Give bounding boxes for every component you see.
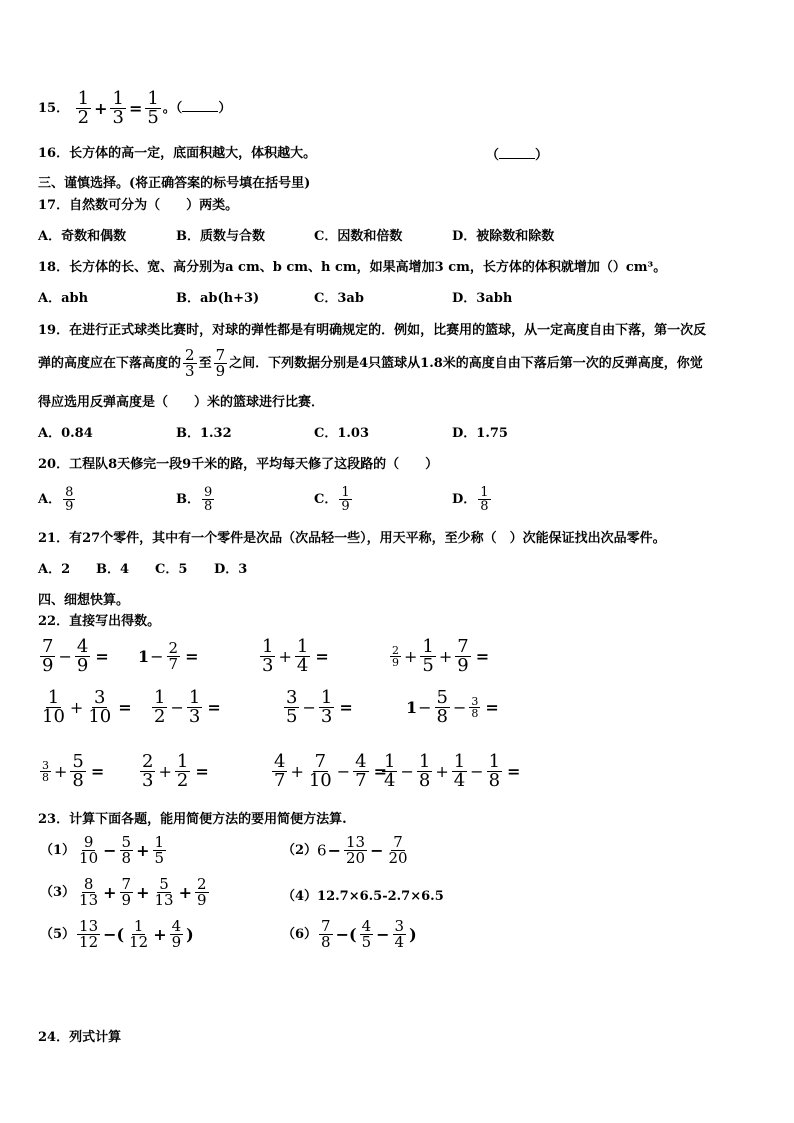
q16-text: 16．长方体的高一定，底面积越大，体积越大。 <box>38 146 317 161</box>
question-19-line-3: 得应选用反弹高度是（ ）米的篮球进行比赛． <box>38 395 325 410</box>
q19-option-c[interactable]: C．1.03 <box>314 426 370 441</box>
q18-option-c[interactable]: C．3ab <box>314 291 364 306</box>
answer-blank[interactable] <box>499 146 535 159</box>
q18-option-a[interactable]: A．abh <box>38 291 89 306</box>
question-20: 20．工程队8天修完一段9千米的路，平均每天修了这段路的（ ） <box>38 457 439 472</box>
q22-item-11: $\frac{4}{7}$ + $\frac{7}{10}$ − $\frac{4}{7}$ = <box>274 751 388 791</box>
q21-option-a[interactable]: A．2 <box>38 562 71 577</box>
question-15: 15． $\frac{1}{2}$ + $\frac{1}{3}$ = $\frac{1}{5}$ 。（ ） <box>38 88 232 128</box>
q20-option-a[interactable]: A． $\frac{8}{9}$ <box>38 485 74 514</box>
q22-item-2: 1− $\frac{2}{7}$ = <box>138 639 199 673</box>
q22-item-12: $\frac{1}{4}$ − $\frac{1}{8}$ + $\frac{1}{4}$ − $\frac{1}{8}$ = <box>384 751 521 791</box>
question-19-line-2: 弹的高度应在下落高度的 $\frac{2}{3}$ 至 $\frac{7}{9}$ 之间．下列数据分别是4只篮球从1.8米的高度自由下落后第一次的反弹高度，你觉 <box>38 346 703 380</box>
q22-item-1: $\frac{7}{9}$ − $\frac{4}{9}$ = <box>42 636 109 676</box>
fraction: $\frac{1}{3}$ <box>112 88 124 128</box>
q21-option-c[interactable]: C．5 <box>155 562 188 577</box>
question-17: 17．自然数可分为（ ）两类。 <box>38 198 239 213</box>
q22-item-3: $\frac{1}{3}$ + $\frac{1}{4}$ = <box>262 636 329 676</box>
question-22-title: 22．直接写出得数。 <box>38 614 161 629</box>
q21-option-b[interactable]: B．4 <box>96 562 130 577</box>
q20-option-b[interactable]: B． $\frac{9}{8}$ <box>176 485 213 514</box>
fraction: $\frac{1}{5}$ <box>147 88 159 128</box>
q17-option-a[interactable]: A．奇数和偶数 <box>38 229 127 244</box>
question-18: 18．长方体的长、宽、高分别为a cm、b cm、h cm，如果高增加3 cm，长方体的体积就增加（）cm³。 <box>38 260 667 275</box>
section-4-heading: 四、细想快算。 <box>38 593 130 608</box>
q19-option-b[interactable]: B．1.32 <box>176 426 232 441</box>
q15-number: 15． <box>38 101 70 116</box>
q19-option-a[interactable]: A．0.84 <box>38 426 93 441</box>
q20-option-d[interactable]: D． $\frac{1}{8}$ <box>452 485 489 514</box>
q19-option-d[interactable]: D．1.75 <box>452 426 508 441</box>
fraction: $\frac{7}{9}$ <box>215 346 226 380</box>
q23-part-3: （3） $\frac{8}{13}$ + $\frac{7}{9}$ + $\frac{5}{13}$ + $\frac{2}{9}$ <box>40 875 207 909</box>
q23-part-1: （1） $\frac{9}{10}$ − $\frac{5}{8}$ + $\frac{1}{5}$ <box>40 833 165 867</box>
question-16 <box>38 146 316 162</box>
q22-item-10: $\frac{2}{3}$ + $\frac{1}{2}$ = <box>142 751 209 791</box>
q17-option-d[interactable]: D．被除数和除数 <box>452 229 555 244</box>
q16-answer-bracket: （ ） <box>486 148 549 163</box>
q18-option-b[interactable]: B．ab(h+3) <box>176 291 260 306</box>
q23-part-5: （5） $\frac{13}{12}$ −( $\frac{1}{12}$ + $\frac{4}{9}$ ) <box>40 917 194 951</box>
q20-option-c[interactable]: C． $\frac{1}{9}$ <box>314 485 350 514</box>
question-19-line-1: 19．在进行正式球类比赛时，对球的弹性都是有明确规定的．例如，比赛用的篮球，从一定高度自由下落，第一次反 <box>38 323 707 338</box>
q22-item-8: 1− $\frac{5}{8}$ − $\frac{3}{8}$ = <box>406 687 499 727</box>
answer-blank[interactable] <box>182 99 218 112</box>
q22-item-9: $\frac{3}{8}$ + $\frac{5}{8}$ = <box>42 751 105 791</box>
question-21: 21．有27个零件，其中有一个零件是次品（次品轻一些），用天平称，至少称（ ）次能保证找出次品零件。 <box>38 531 666 546</box>
question-23-title: 23．计算下面各题，能用简便方法的要用简便方法算. <box>38 812 347 827</box>
q23-part-2: （2）6− $\frac{13}{20}$ − $\frac{7}{20}$ <box>282 833 408 867</box>
q22-item-7: $\frac{3}{5}$ − $\frac{1}{3}$ = <box>286 687 353 727</box>
question-24: 24．列式计算 <box>38 1030 122 1045</box>
q23-part-6: （6） $\frac{7}{8}$ −( $\frac{4}{5}$ − $\frac{3}{4}$ ) <box>282 917 417 951</box>
q22-item-5: $\frac{1}{10}$ + $\frac{3}{10}$ = <box>42 687 132 727</box>
q23-part-4: （4）12.7×6.5-2.7×6.5 <box>282 889 444 904</box>
section-3-heading: 三、谨慎选择。(将正确答案的标号填在括号里) <box>38 176 311 191</box>
fraction: $\frac{1}{2}$ <box>77 88 90 128</box>
q18-option-d[interactable]: D．3abh <box>452 291 513 306</box>
q17-option-c[interactable]: C．因数和倍数 <box>314 229 403 244</box>
fraction: $\frac{2}{3}$ <box>185 346 195 380</box>
q22-item-4: $\frac{2}{9}$ + $\frac{1}{5}$ + $\frac{7}{9}$ = <box>392 636 490 676</box>
q22-item-6: $\frac{1}{2}$ − $\frac{1}{3}$ = <box>154 687 221 727</box>
q21-option-d[interactable]: D．3 <box>214 562 248 577</box>
q17-option-b[interactable]: B．质数与合数 <box>176 229 265 244</box>
